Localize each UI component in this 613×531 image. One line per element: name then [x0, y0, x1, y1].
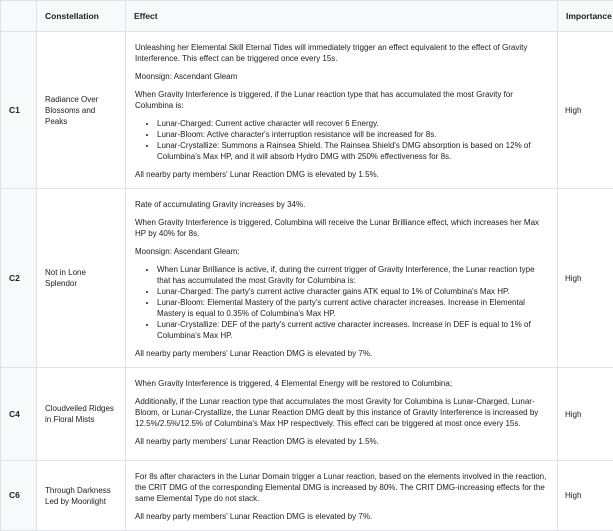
effect-list-item: • Lunar-Crystallize: DEF of the party's current active character increases. Increase in DEF is equal to 1% of Columbina's Max HP. [157, 319, 547, 341]
effect-paragraph: When Gravity Interference is triggered, 4 Elemental Energy will be restored to Columbina; [135, 378, 547, 389]
effect-paragraph: Moonsign: Ascendant Gleam [135, 71, 547, 82]
table-row [1, 461, 613, 531]
constellation-id: C1 [1, 32, 37, 189]
effect-list-item: • Lunar-Bloom: Elemental Mastery of the party's current active character increases. Increase in Elemental Mastery is equal to 0.35% of Columbina's Max HP. [157, 297, 547, 319]
effect-list [135, 118, 547, 162]
effect-cell [126, 461, 558, 531]
effect-cell [126, 32, 558, 189]
header-blank [1, 1, 37, 32]
effect-cell [126, 368, 558, 461]
effect-list-item: • Lunar-Charged: The party's current active character gains ATK equal to 1% of Columbina's Max HP. [157, 286, 547, 297]
header-importance: Importance [558, 1, 613, 32]
constellation-id: C6 [1, 461, 37, 531]
table-header [1, 1, 613, 32]
effect-list [135, 264, 547, 341]
effect-list-item: • Lunar-Charged: Current active character will recover 6 Energy. [157, 118, 547, 129]
effect-paragraph: When Gravity Interference is triggered, if the Lunar reaction type that has accumulated the most Gravity for Columbina is: [135, 89, 547, 111]
table-body [1, 32, 613, 531]
effect-list-item: • Lunar-Crystallize: Summons a Rainsea Shield. The Rainsea Shield's DMG absorption is based on 12% of Columbina's Max HP, and it will absorb Hydro DMG with 250% effectiveness for 8s. [157, 140, 547, 162]
header-row [1, 1, 613, 32]
constellation-name: Through Darkness Led by Moonlight [37, 461, 126, 531]
effect-paragraph: Rate of accumulating Gravity increases by 34%. [135, 199, 547, 210]
importance-value: High [558, 32, 613, 189]
table-row [1, 368, 613, 461]
effect-paragraph: Unleashing her Elemental Skill Eternal Tides will immediately trigger an effect equivalent to the effect of Gravity Interference. This effect can be triggered once every 15s. [135, 42, 547, 64]
effect-paragraph: Additionally, if the Lunar reaction type that accumulates the most Gravity for Columbina is Lunar-Charged, Lunar-Bloom, or Lunar-Crystallize, the Lunar Reaction DMG dealt by this instance of Gravity Interference is increased by 12.5%/2.5%/12.5% of Columbina's Max HP respectively. This effect can be triggered at most once every 15s. [135, 396, 547, 429]
importance-value: High [558, 368, 613, 461]
effect-paragraph: All nearby party members' Lunar Reaction DMG is elevated by 1.5%. [135, 169, 547, 180]
constellation-id: C4 [1, 368, 37, 461]
effect-paragraph: For 8s after characters in the Lunar Domain trigger a Lunar reaction, based on the elements involved in the reaction, the CRIT DMG of the corresponding Elemental DMG is increased by 80%. The CRIT DMG-increasing effects for the same Elemental Type do not stack. [135, 471, 547, 504]
effect-paragraph: When Gravity Interference is triggered, Columbina will receive the Lunar Brilliance effect, which increases her Max HP by 40% for 8s. [135, 217, 547, 239]
effect-list-item: • When Lunar Brilliance is active, if, during the current trigger of Gravity Interference, the Lunar reaction type that has accumulated the most Gravity for Columbina is: [157, 264, 547, 286]
importance-value: High [558, 461, 613, 531]
header-constellation: Constellation [37, 1, 126, 32]
constellation-name: Cloudveiled Ridges in Floral Mists [37, 368, 126, 461]
table-row [1, 32, 613, 189]
constellation-name: Radiance Over Blossoms and Peaks [37, 32, 126, 189]
effect-paragraph: All nearby party members' Lunar Reaction DMG is elevated by 7%. [135, 348, 547, 359]
effect-paragraph: All nearby party members' Lunar Reaction DMG is elevated by 7%. [135, 511, 547, 522]
importance-value: High [558, 189, 613, 368]
constellation-name: Not in Lone Splendor [37, 189, 126, 368]
effect-paragraph: Moonsign: Ascendant Gleam: [135, 246, 547, 257]
header-effect: Effect [126, 1, 558, 32]
effect-list-item: • Lunar-Bloom: Active character's interruption resistance will be increased for 8s. [157, 129, 547, 140]
constellation-id: C2 [1, 189, 37, 368]
table-row [1, 189, 613, 368]
effect-cell [126, 189, 558, 368]
effect-paragraph: All nearby party members' Lunar Reaction DMG is elevated by 1.5%. [135, 436, 547, 447]
